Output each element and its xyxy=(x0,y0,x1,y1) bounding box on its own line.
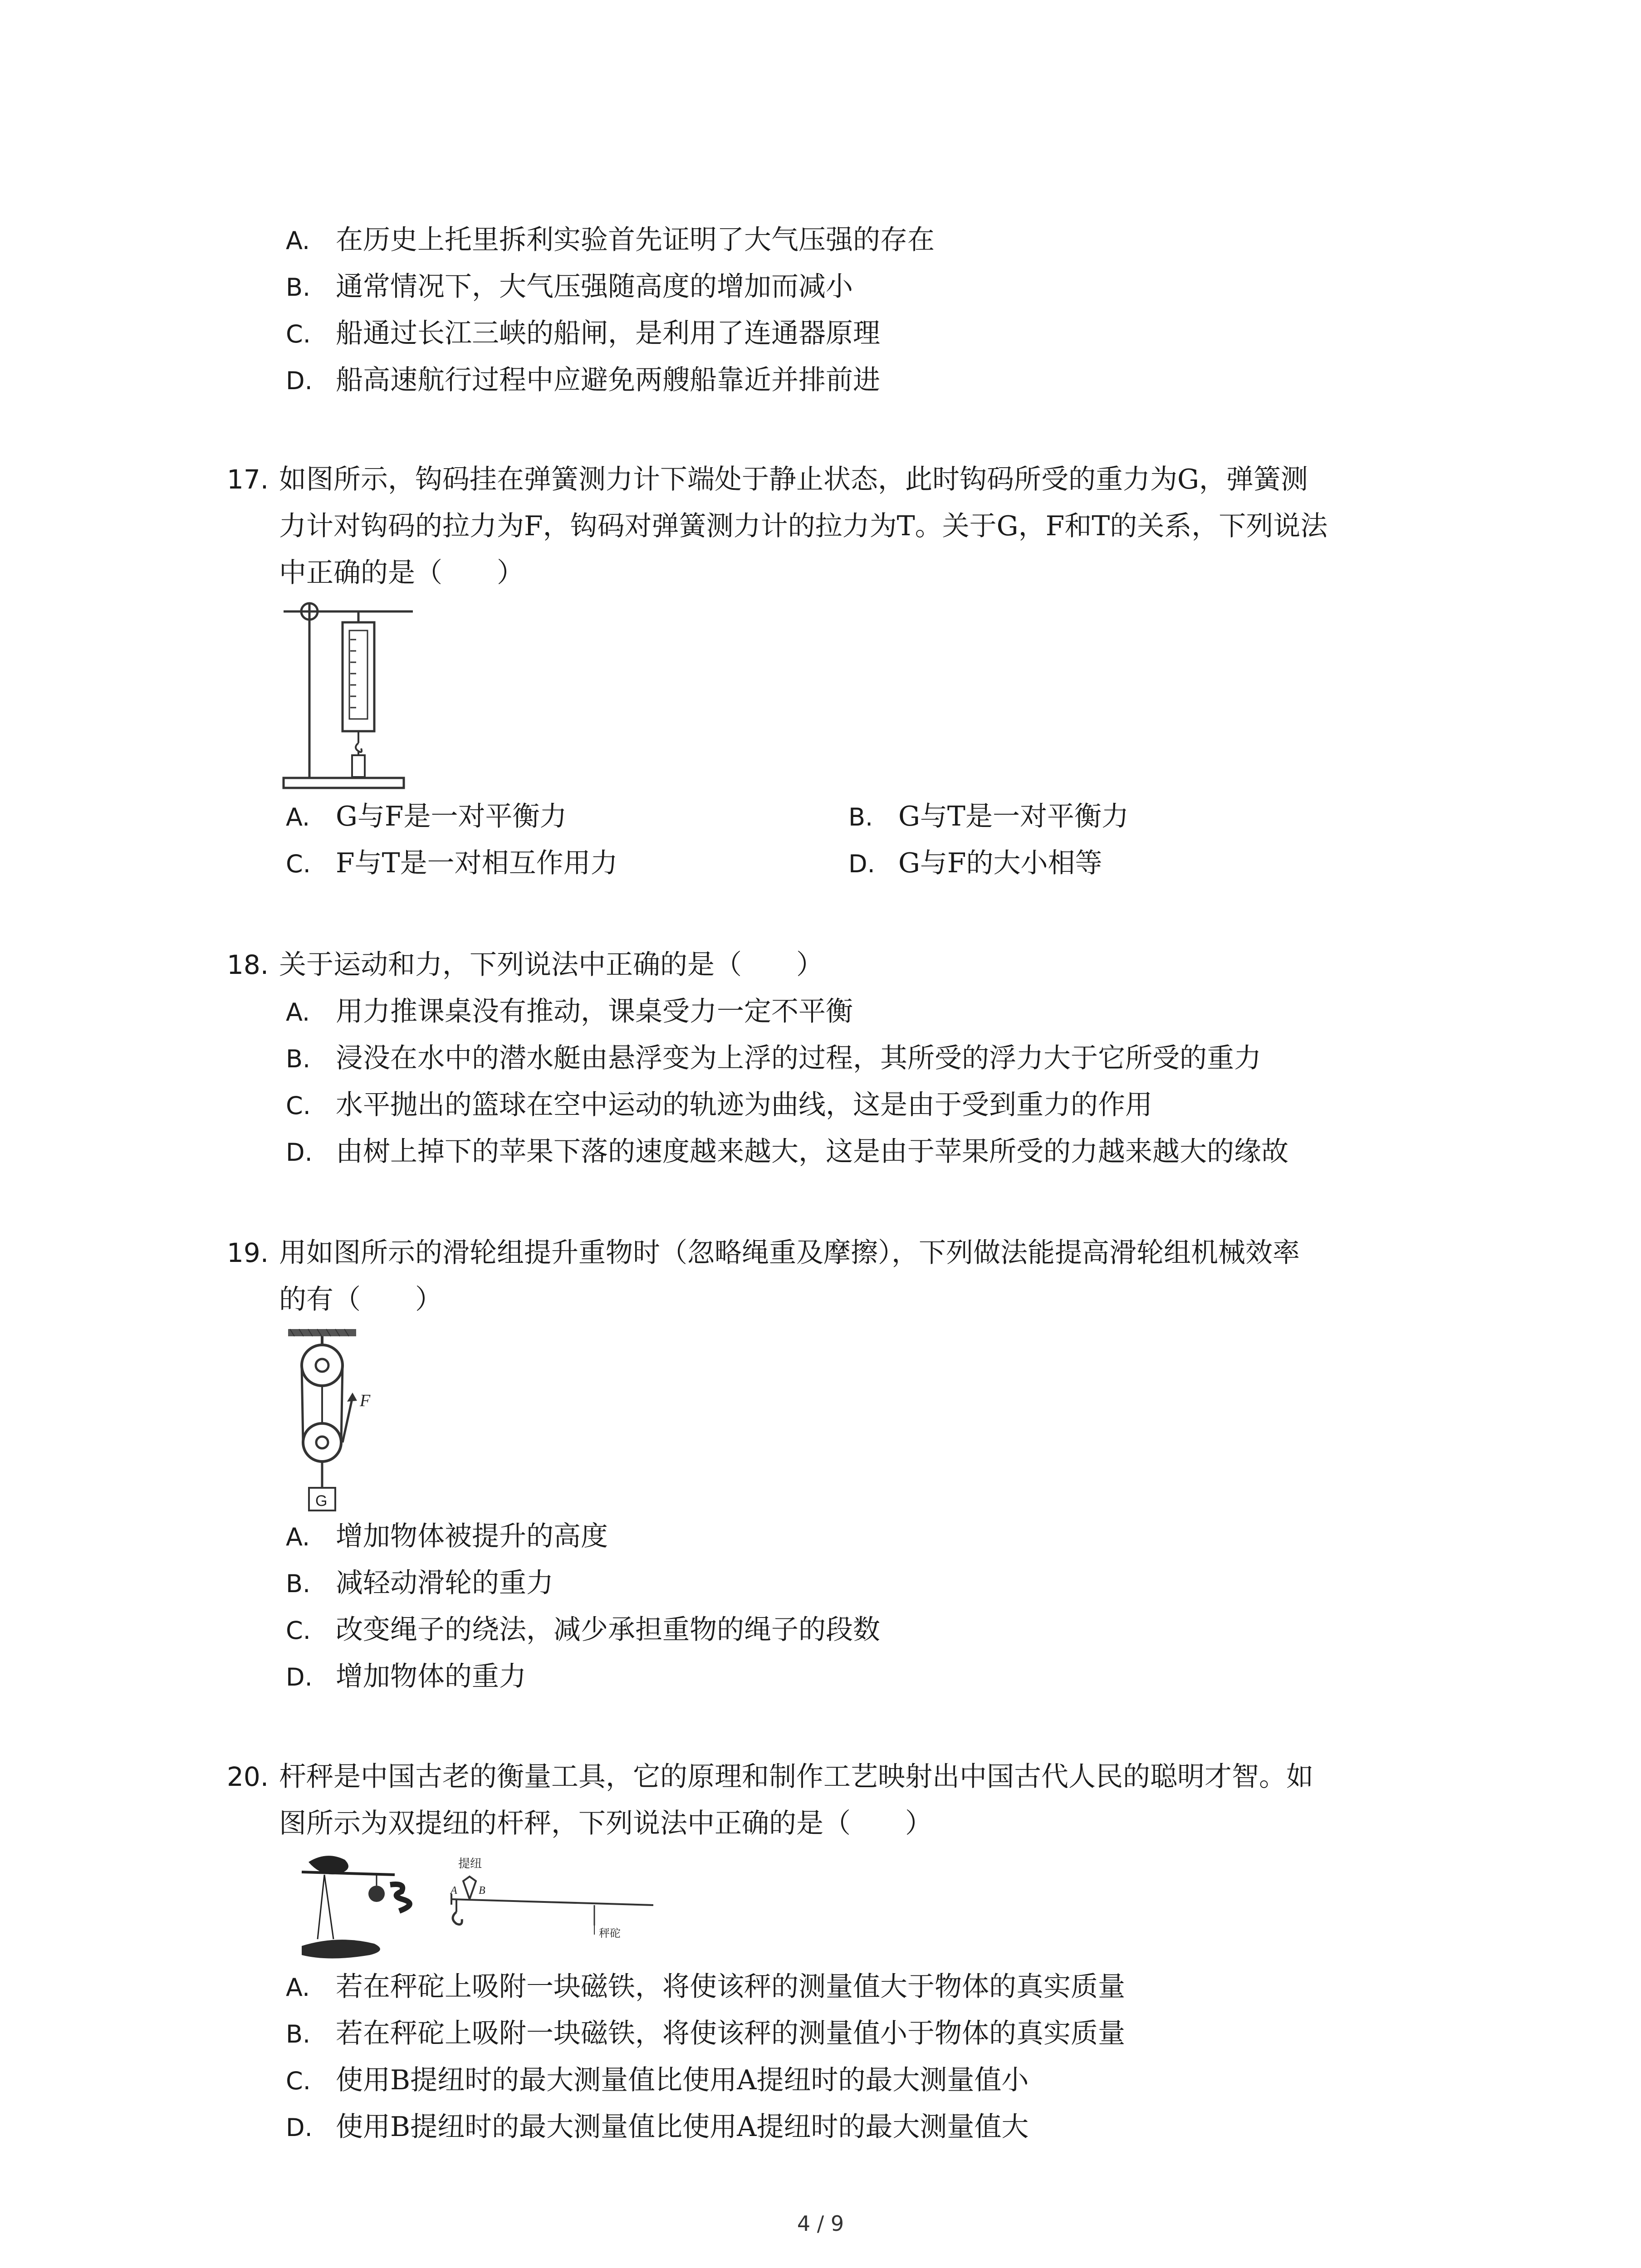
label-chengtuo: 秤砣 xyxy=(599,1927,621,1940)
question-number: 20. xyxy=(227,1761,269,1792)
option-label: D. xyxy=(286,367,313,395)
q17-option-d xyxy=(848,844,1102,883)
question-text: 如图所示，钩码挂在弹簧测力计下端处于静止状态，此时钩码所受的重力为G，弹簧测 xyxy=(279,464,1308,495)
fixed-pulley xyxy=(302,1345,343,1386)
page-number: 4 / 9 xyxy=(797,2211,844,2236)
option-text: 增加物体被提升的高度 xyxy=(336,1520,608,1552)
pulley-system-figure xyxy=(279,1327,383,1517)
steelyard-beam xyxy=(451,1899,653,1905)
option-label: A. xyxy=(286,1973,310,2002)
q19-option-b xyxy=(286,1564,554,1603)
option-label: B. xyxy=(848,803,873,831)
rope-left xyxy=(302,1365,303,1442)
option-text: 用力推课桌没有推动，课桌受力一定不平衡 xyxy=(336,996,853,1027)
option-text: 若在秤砣上吸附一块磁铁，将使该秤的测量值大于物体的真实质量 xyxy=(336,1971,1125,2003)
rope-middle xyxy=(341,1365,343,1442)
option-label: D. xyxy=(286,1138,313,1167)
hook xyxy=(453,1912,462,1925)
q18-option-c xyxy=(286,1086,1152,1125)
option-text: 增加物体的重力 xyxy=(336,1661,526,1692)
question-number: 17. xyxy=(227,464,269,495)
force-label: F xyxy=(360,1391,371,1410)
q16-option-c xyxy=(286,314,880,353)
spring-scale-body xyxy=(343,622,374,731)
q20-stem-line-2: 图所示为双提纽的杆秤，下列说法中正确的是（ ） xyxy=(279,1808,932,1839)
ceiling-support xyxy=(288,1329,356,1336)
q17-stem-line-3: 中正确的是（ ） xyxy=(279,557,524,589)
stand-base xyxy=(284,778,404,788)
option-label: C. xyxy=(286,320,311,348)
q19-option-d xyxy=(286,1657,526,1696)
option-label: C. xyxy=(286,850,311,878)
question-text: 关于运动和力，下列说法中正确的是（ ） xyxy=(279,949,823,981)
steelyard-photo xyxy=(302,1856,410,1958)
question-text: 用如图所示的滑轮组提升重物时（忽略绳重及摩擦），下列做法能提高滑轮组机械效率 xyxy=(279,1237,1300,1269)
option-text: G与F是一对平衡力 xyxy=(336,801,567,832)
q17-stem-line-1 xyxy=(227,460,1308,499)
option-text: 船高速航行过程中应避免两艘船靠近并排前进 xyxy=(336,364,880,396)
q16-option-d xyxy=(286,361,880,400)
weight-label: G xyxy=(315,1492,328,1510)
q19-stem-line-2: 的有（ ） xyxy=(279,1284,442,1315)
label-a: A xyxy=(451,1885,457,1897)
option-text: 在历史上托里拆利实验首先证明了大气压强的存在 xyxy=(336,224,935,256)
question-number: 19. xyxy=(227,1237,269,1268)
option-label: A. xyxy=(286,226,310,255)
option-label: D. xyxy=(848,850,875,878)
option-text: 浸没在水中的潜水艇由悬浮变为上浮的过程，其所受的浮力大于它所受的重力 xyxy=(336,1042,1261,1074)
option-label: B. xyxy=(286,1569,311,1598)
q19-stem-line-1 xyxy=(227,1234,1300,1272)
option-text: 减轻动滑轮的重力 xyxy=(336,1567,554,1599)
option-label: D. xyxy=(286,2113,313,2142)
option-text: 船通过长江三峡的船闸，是利用了连通器原理 xyxy=(336,318,880,349)
option-label: B. xyxy=(286,1045,311,1073)
option-label: A. xyxy=(286,803,310,831)
q17-option-c xyxy=(286,844,618,883)
hook xyxy=(356,743,362,752)
q20-option-c xyxy=(286,2061,1029,2100)
q18-option-d xyxy=(286,1133,1288,1172)
option-text: 改变绳子的绕法，减少承担重物的绳子的段数 xyxy=(336,1614,880,1646)
rope-pull xyxy=(343,1397,353,1442)
lifting-loops xyxy=(463,1877,476,1899)
option-label: C. xyxy=(286,1616,311,1645)
option-text: G与F的大小相等 xyxy=(898,847,1102,879)
option-label: C. xyxy=(286,2067,311,2095)
q19-option-a xyxy=(286,1517,608,1556)
option-label: C. xyxy=(286,1091,311,1120)
label-b: B xyxy=(479,1885,485,1897)
q16-option-b xyxy=(286,268,853,307)
question-number: 18. xyxy=(227,949,269,980)
option-label: B. xyxy=(286,2020,311,2048)
hook-weight xyxy=(352,755,365,777)
option-text: G与T是一对平衡力 xyxy=(898,801,1129,832)
option-text: 使用B提纽时的最大测量值比使用A提纽时的最大测量值大 xyxy=(336,2111,1029,2143)
question-text: 杆秤是中国古老的衡量工具，它的原理和制作工艺映射出中国古代人民的聪明才智。如 xyxy=(279,1761,1313,1793)
q16-option-a xyxy=(286,221,935,260)
q20-option-d xyxy=(286,2108,1029,2147)
q20-option-b xyxy=(286,2014,1125,2053)
q18-option-a xyxy=(286,992,853,1031)
movable-pulley xyxy=(303,1423,341,1461)
option-text: 水平抛出的篮球在空中运动的轨迹为曲线，这是由于受到重力的作用 xyxy=(336,1089,1152,1121)
q17-stem-line-2: 力计对钩码的拉力为F，钩码对弹簧测力计的拉力为T。关于G，F和T的关系，下列说法 xyxy=(279,510,1328,542)
spring-scale-figure xyxy=(281,599,417,794)
arrow-icon xyxy=(347,1393,357,1402)
option-text: 通常情况下，大气压强随高度的增加而减小 xyxy=(336,271,853,303)
option-text: F与T是一对相互作用力 xyxy=(336,847,618,879)
label-tizhu: 提纽 xyxy=(458,1857,482,1870)
q18-stem-line-1 xyxy=(227,946,823,984)
q17-option-a xyxy=(286,797,567,836)
option-text: 若在秤砣上吸附一块磁铁，将使该秤的测量值小于物体的真实质量 xyxy=(336,2018,1125,2049)
option-label: A. xyxy=(286,998,310,1026)
option-text: 由树上掉下的苹果下落的速度越来越大，这是由于苹果所受的力越来越大的缘故 xyxy=(336,1136,1288,1168)
option-label: A. xyxy=(286,1523,310,1551)
steelyard-figure xyxy=(299,1848,653,1966)
q18-option-b xyxy=(286,1039,1261,1078)
option-label: D. xyxy=(286,1663,313,1691)
q20-stem-line-1 xyxy=(227,1758,1313,1796)
option-text: 使用B提纽时的最大测量值比使用A提纽时的最大测量值小 xyxy=(336,2064,1029,2096)
q20-option-a xyxy=(286,1968,1125,2007)
q19-option-c xyxy=(286,1611,880,1650)
q17-option-b xyxy=(848,797,1129,836)
option-label: B. xyxy=(286,273,311,302)
